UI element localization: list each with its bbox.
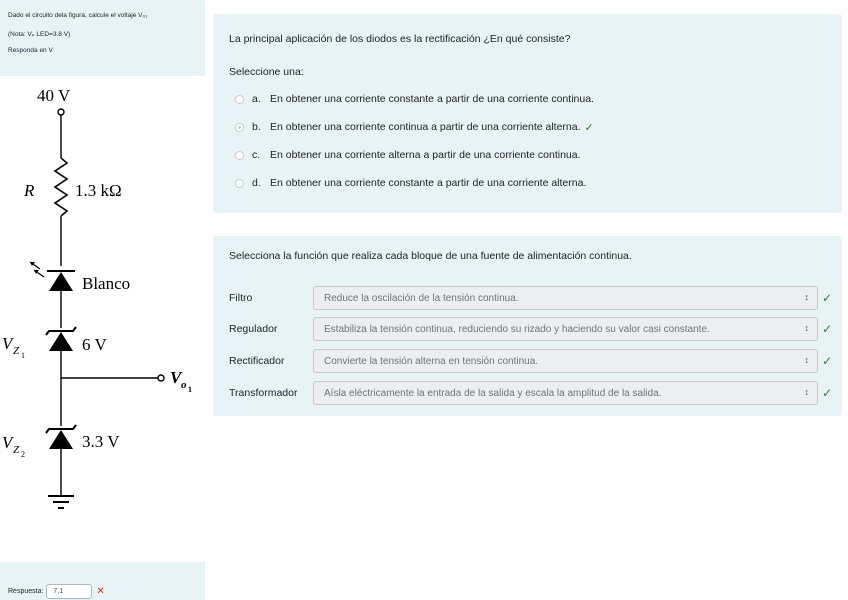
led-symbol xyxy=(30,262,75,291)
match-label: Rectificador xyxy=(229,355,285,367)
option-letter: c. xyxy=(252,149,261,161)
select-value: Aísla eléctricamente la entrada de la salida y escala la amplitud de la salida. xyxy=(324,387,662,399)
incorrect-icon: ✕ xyxy=(96,585,105,597)
option-letter: a. xyxy=(252,93,261,105)
vz2-sub: Z xyxy=(13,444,20,456)
radio-option-d[interactable] xyxy=(235,179,244,188)
radio-option-b[interactable] xyxy=(235,123,244,132)
match-row-regulador xyxy=(229,317,835,341)
vz2-value-label: 3.3 V xyxy=(82,432,120,451)
match-label: Filtro xyxy=(229,292,253,304)
match-row-rectificador xyxy=(229,349,835,373)
zener-diode-2 xyxy=(46,425,76,449)
option-text: En obtener una corriente constante a partir de una corriente continua. xyxy=(270,93,594,105)
select-arrows-icon: ↕ xyxy=(804,355,809,365)
option-a[interactable] xyxy=(235,92,594,106)
match-question-text: Selecciona la función que realiza cada bloque de una fuente de alimentación continua. xyxy=(229,250,632,262)
option-c[interactable] xyxy=(235,148,581,162)
match-row-filtro xyxy=(229,286,835,310)
vo1-label: V xyxy=(170,368,182,387)
option-letter: d. xyxy=(252,177,261,189)
option-letter: b. xyxy=(252,121,261,133)
resistor-symbol xyxy=(55,158,67,216)
radio-option-c[interactable] xyxy=(235,151,244,160)
correct-check-icon: ✓ xyxy=(584,121,594,134)
ground-symbol xyxy=(48,496,74,508)
option-text: En obtener una corriente continua a partir de una corriente alterna. xyxy=(270,121,581,133)
option-b[interactable] xyxy=(235,120,594,134)
answer-label: Respuesta: xyxy=(8,587,44,595)
zener-diode-1 xyxy=(46,327,76,351)
vo1-terminal xyxy=(158,375,164,381)
radio-option-a[interactable] xyxy=(235,95,244,104)
vz1-label: V xyxy=(2,334,13,353)
correct-check-icon: ✓ xyxy=(822,322,833,336)
select-value: Reduce la oscilación de la tensión continua. xyxy=(324,292,519,304)
match-label: Transformador xyxy=(229,387,298,399)
select-arrows-icon: ↕ xyxy=(804,323,809,333)
select-value: Estabiliza la tensión continua, reduciendo su rizado y haciendo su valor casi constante. xyxy=(324,323,710,335)
left-question-unit: Responda en V xyxy=(8,47,53,54)
supply-terminal xyxy=(58,109,64,115)
led-label: Blanco xyxy=(82,274,131,293)
option-d[interactable] xyxy=(235,176,586,190)
vz2-label: V xyxy=(2,433,13,452)
select-one-prompt: Seleccione una: xyxy=(229,66,304,78)
match-select-rectificador[interactable] xyxy=(313,349,818,373)
select-arrows-icon: ↕ xyxy=(804,387,809,397)
left-question-panel xyxy=(0,0,205,600)
vz1-value-label: 6 V xyxy=(82,335,107,354)
vo1-subsub: 1 xyxy=(188,385,192,394)
left-question-note: (Nota: Vₚ LED=3.8 V) xyxy=(8,31,71,38)
multiple-choice-question-card xyxy=(213,14,842,213)
answer-row xyxy=(8,583,105,599)
resistor-value-label: 1.3 kΩ xyxy=(75,181,122,200)
vz1-sub: Z xyxy=(13,345,20,357)
match-row-transformador xyxy=(229,381,835,405)
select-value: Convierte la tensión alterna en tensión continua. xyxy=(324,355,539,367)
match-select-filtro[interactable] xyxy=(313,286,818,310)
resistor-name-label: R xyxy=(24,181,35,200)
supply-voltage-label: 40 V xyxy=(37,86,71,105)
match-label: Regulador xyxy=(229,323,278,335)
vo1-sub: o xyxy=(181,379,187,391)
answer-input[interactable] xyxy=(46,584,92,599)
option-text: En obtener una corriente alterna a partir de una corriente continua. xyxy=(270,149,581,161)
select-arrows-icon: ↕ xyxy=(804,292,809,302)
vz1-subsub: 1 xyxy=(21,351,25,360)
left-question-text: Dado el circuito dela figura, calcule el voltaje V₀₁ xyxy=(8,12,148,19)
mc-question-text: La principal aplicación de los diodos es la rectificación ¿En qué consiste? xyxy=(229,33,571,45)
correct-check-icon: ✓ xyxy=(822,386,833,400)
circuit-svg xyxy=(0,76,205,562)
option-text: En obtener una corriente constante a partir de una corriente alterna. xyxy=(270,177,587,189)
vz2-subsub: 2 xyxy=(21,450,25,459)
correct-check-icon: ✓ xyxy=(822,291,833,305)
circuit-diagram xyxy=(0,76,205,562)
correct-check-icon: ✓ xyxy=(822,354,833,368)
match-select-transformador[interactable] xyxy=(313,381,818,405)
matching-question-card xyxy=(213,236,842,416)
match-select-regulador[interactable] xyxy=(313,317,818,341)
